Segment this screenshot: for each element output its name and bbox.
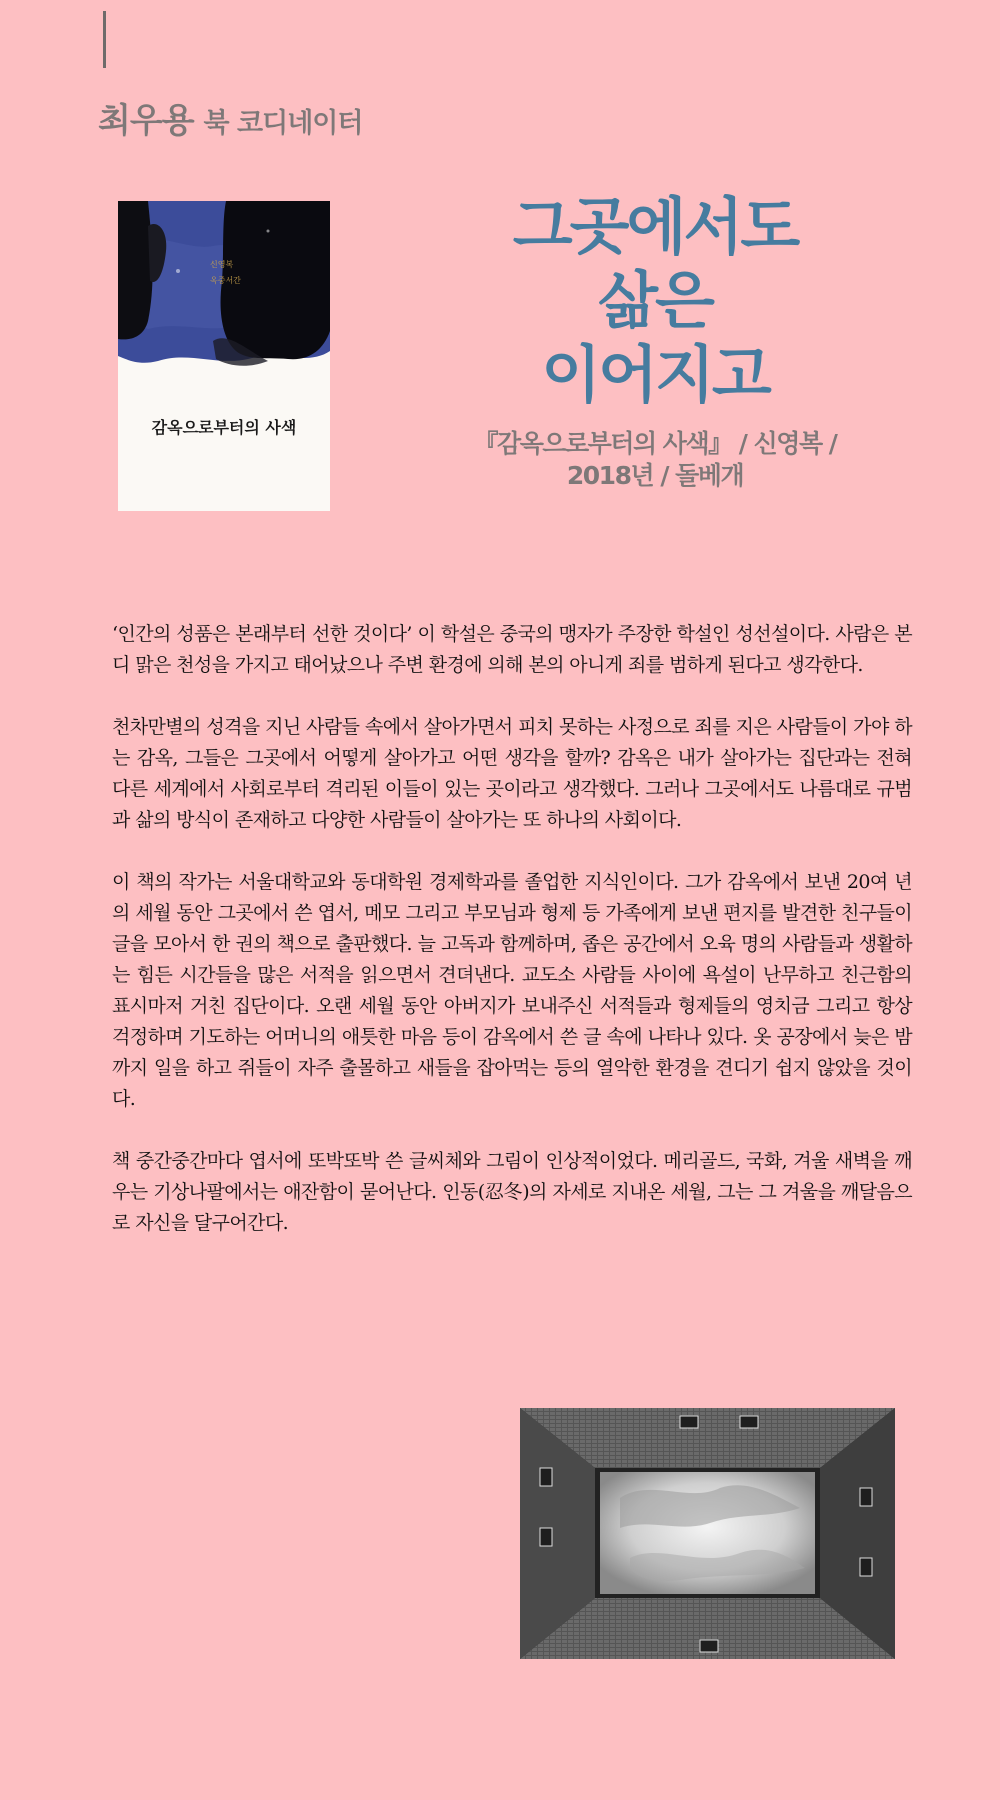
book-cover-image (118, 201, 330, 511)
cover-title: 감옥으로부터의 사색 (151, 418, 297, 437)
title-block (420, 190, 890, 492)
paragraph-1: ‘인간의 성품은 본래부터 선한 것이다’ 이 학설은 중국의 맹자가 주장한 학설인 성선설이다. 사람은 본디 맑은 천성을 가지고 태어났으나 주변 환경에 의해 본의 아니게 죄를 범하게 된다고 생각한다. (112, 623, 912, 676)
review-body (112, 619, 912, 1270)
book-info-line-2: 2018년 / 돌베개 (566, 461, 744, 490)
author-name: 최우용 (98, 101, 194, 141)
main-title-line-1: 그곳에서도 (512, 190, 798, 263)
book-info (420, 428, 890, 492)
book-info-line-1: 『감옥으로부터의 사색』 / 신영복 / (473, 429, 837, 458)
main-title-line-2: 삶은 (598, 264, 712, 337)
paragraph-4: 책 중간중간마다 엽서에 또박또박 쓴 글씨체와 그림이 인상적이었다. 메리골드, 국화, 겨울 새벽을 깨우는 기상나팔에서는 애잔함이 묻어난다. 인동(忍冬)의 자세로 지내온 세월, 그는 그 겨울을 깨달음으로 자신을 달구어간다. (112, 1150, 912, 1234)
main-title-line-3: 이어지고 (541, 338, 769, 411)
author-byline (98, 93, 362, 142)
main-title (420, 190, 890, 412)
cover-vertical-text-2: 옥중서간 (210, 276, 241, 285)
cover-vertical-text-1: 신영복 (210, 260, 234, 269)
paragraph-2: 천차만별의 성격을 지닌 사람들 속에서 살아가면서 피치 못하는 사정으로 죄를 지은 사람들이 가야 하는 감옥, 그들은 그곳에서 어떻게 살아가고 어떤 생각을 할까? 감옥은 내가 살아가는 집단과는 전혀 다른 세계에서 사회로부터 격리된 이들이 있는 곳이라고 생각했다. 그러나 그곳에서도 나름대로 규범과 삶의 방식이 존재하고 다양한 사람들이 살아가는 또 하나의 사회이다. (112, 716, 912, 831)
prison-courtyard-photo (520, 1408, 895, 1659)
author-role: 북 코디네이터 (203, 108, 363, 139)
header-rule (103, 11, 106, 68)
paragraph-3: 이 책의 작가는 서울대학교와 동대학원 경제학과를 졸업한 지식인이다. 그가 감옥에서 보낸 20여 년의 세월 동안 그곳에서 쓴 엽서, 메모 그리고 부모님과 형제 등 가족에게 보낸 편지를 발견한 친구들이 글을 모아서 한 권의 책으로 출판했다. 늘 고독과 함께하며, 좁은 공간에서 오육 명의 사람들과 생활하는 힘든 시간들을 많은 서적을 읽으면서 견뎌낸다. 교도소 사람들 사이에 욕설이 난무하고 친근함의 표시마저 거친 집단이다. 오랜 세월 동안 아버지가 보내주신 서적들과 형제들의 영치금 그리고 항상 걱정하며 기도하는 어머니의 애틋한 마음 등이 감옥에서 쓴 글 속에 나타나 있다. 옷 공장에서 늦은 밤까지 일을 하고 쥐들이 자주 출몰하고 새들을 잡아먹는 등의 열악한 환경을 견디기 쉽지 않았을 것이다. (112, 871, 912, 1110)
